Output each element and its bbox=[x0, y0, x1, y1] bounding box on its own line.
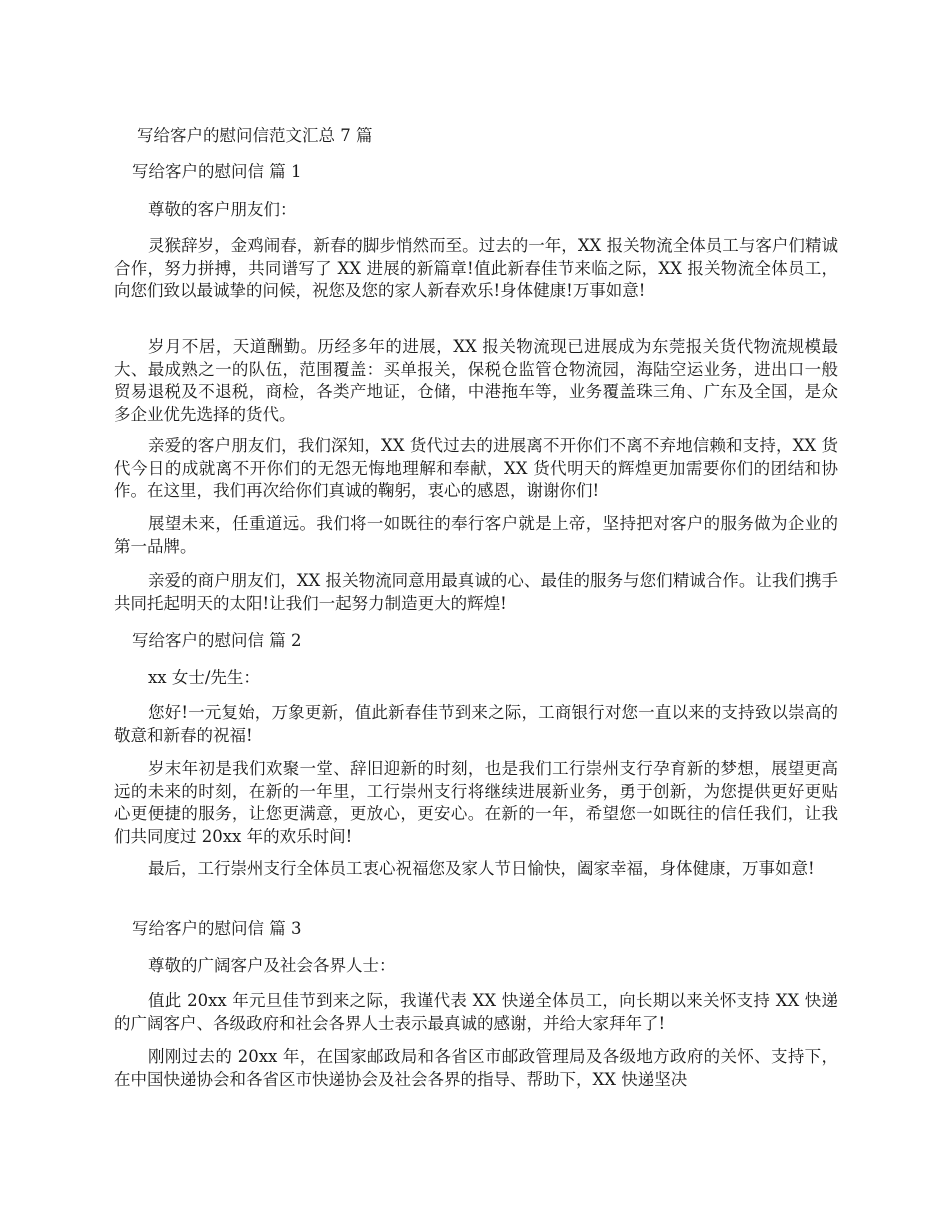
paragraph-2-2: 岁末年初是我们欢聚一堂、辞旧迎新的时刻，也是我们工行崇州支行孕育新的梦想，展望更高远的未来的时刻，在新的一年里，工行崇州支行将继续进展新业务，勇于创新，为您提供更好更贴心更便捷的服务，让您更满意，更放心，更安心。在新的一年，希望您一如既往的信任我们，让我们共同度过 20xx 年的欢乐时间! bbox=[114, 759, 838, 846]
paragraph-3-2: 刚刚过去的 20xx 年，在国家邮政局和各省区市邮政管理局及各级地方政府的关怀、支持下，在中国快递协会和各省区市快递协会及社会各界的指导、帮助下，XX 快递坚决 bbox=[114, 1047, 838, 1089]
paragraph-1-2: 岁月不居，天道酬勤。历经多年的进展，XX 报关物流现已进展成为东莞报关货代物流规模最大、最成熟之一的队伍，范围覆盖：买单报关，保税仓监管仓物流园，海陆空运业务，进出口一般贸易退税及不退税，商检，各类产地证，仓储，中港拖车等，业务覆盖珠三角、广东及全国，是众多企业优先选择的货代。 bbox=[114, 337, 838, 424]
section-heading-2: 写给客户的慰问信 篇 2 bbox=[132, 631, 302, 650]
section-heading-3: 写给客户的慰问信 篇 3 bbox=[132, 919, 302, 938]
document-title: 写给客户的慰问信范文汇总 7 篇 bbox=[137, 126, 373, 145]
paragraph-1-1: 灵猴辞岁，金鸡闹春，新春的脚步悄然而至。过去的一年，XX 报关物流全体员工与客户们精诚合作，努力拼搏，共同谱写了 XX 进展的新篇章!值此新春佳节来临之际，XX 报关物流全体员工，向您们致以最诚挚的问候，祝您及您的家人新春欢乐!身体健康!万事如意! bbox=[114, 236, 838, 301]
paragraph-2-3: 最后，工行崇州支行全体员工衷心祝福您及家人节日愉快，阖家幸福，身体健康，万事如意! bbox=[148, 859, 815, 878]
salutation-1: 尊敬的客户朋友们： bbox=[148, 200, 297, 219]
salutation-3: 尊敬的广阔客户及社会各界人士： bbox=[148, 956, 396, 975]
salutation-2: xx 女士/先生： bbox=[148, 668, 260, 687]
paragraph-1-3: 亲爱的客户朋友们，我们深知，XX 货代过去的进展离不开你们不离不弃地信赖和支持，XX 货代今日的成就离不开你们的无怨无悔地理解和奉献，XX 货代明天的辉煌更加需要你们的团结和协作。在这里，我们再次给你们真诚的鞠躬，衷心的感恩，谢谢你们! bbox=[114, 436, 838, 501]
paragraph-3-1: 值此 20xx 年元旦佳节到来之际，我谨代表 XX 快递全体员工，向长期以来关怀支持 XX 快递的广阔客户、各级政府和社会各界人士表示最真诚的感谢，并给大家拜年了! bbox=[114, 991, 838, 1033]
paragraph-1-5: 亲爱的商户朋友们，XX 报关物流同意用最真诚的心、最佳的服务与您们精诚合作。让我们携手共同托起明天的太阳!让我们一起努力制造更大的辉煌! bbox=[114, 571, 838, 613]
paragraph-1-4: 展望未来，任重道远。我们将一如既往的奉行客户就是上帝，坚持把对客户的服务做为企业的第一品牌。 bbox=[114, 514, 838, 556]
section-heading-1: 写给客户的慰问信 篇 1 bbox=[132, 162, 302, 181]
paragraph-2-1: 您好!一元复始，万象更新，值此新春佳节到来之际，工商银行对您一直以来的支持致以崇高的敬意和新春的祝福! bbox=[114, 703, 838, 745]
